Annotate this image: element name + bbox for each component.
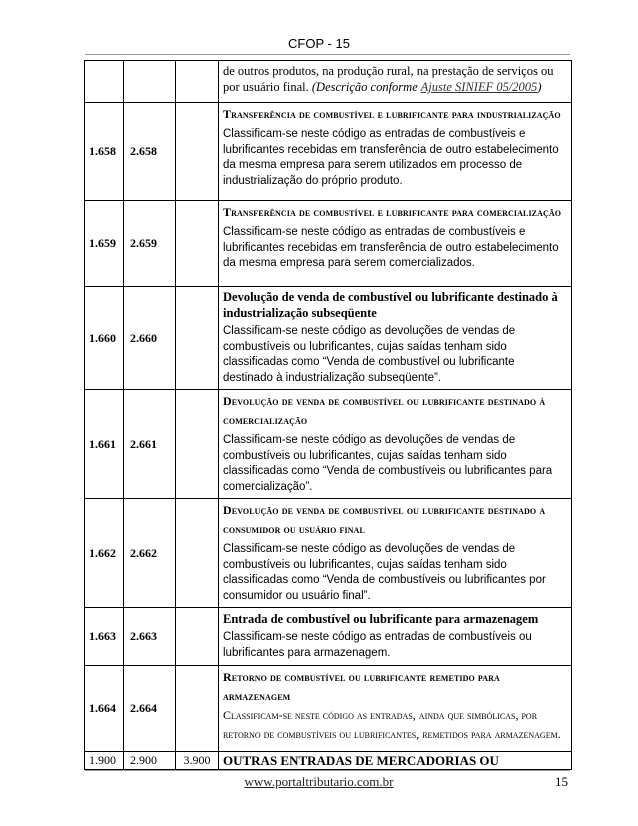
cfop-title: Transferência de combustível e lubrificante para industrialização <box>223 107 561 121</box>
footer-website-link[interactable]: www.portaltributario.com.br <box>244 774 394 789</box>
cfop-title: OUTRAS ENTRADAS DE MERCADORIAS OU <box>223 753 499 768</box>
cfop-code-state <box>85 61 124 103</box>
footer-divider <box>85 770 570 771</box>
cfop-description <box>219 608 572 666</box>
table-row <box>85 61 572 103</box>
table-row <box>85 287 572 390</box>
cfop-description <box>219 666 572 752</box>
cfop-code-state: 1.900 <box>85 752 124 770</box>
description-note <box>312 80 542 94</box>
cfop-code-interstate: 2.663 <box>124 608 176 666</box>
table-row <box>85 390 572 499</box>
cfop-code-interstate: 2.658 <box>124 103 176 201</box>
cfop-code-foreign <box>176 287 219 390</box>
table-row <box>85 201 572 287</box>
cfop-code-foreign: 3.900 <box>176 752 219 770</box>
cfop-title: Entrada de combustível ou lubrificante para armazenagem <box>223 612 539 626</box>
cfop-code-interstate: 2.659 <box>124 201 176 287</box>
cfop-code-state: 1.658 <box>85 103 124 201</box>
cfop-text: Classificam-se neste código as devoluções de vendas de combustíveis ou lubrificantes, cujas saídas tenham sido classificadas como “Venda de combustível ou lubrificante destinado à industrialização subseqüente”. <box>223 325 516 384</box>
description-text: de outros produtos, na produção rural, na prestação de serviços ou por usuário final. <box>223 64 554 94</box>
cfop-title: Devolução de venda de combustível ou lubrificante destinado à industrialização subseqüente <box>223 290 558 320</box>
cfop-text: Classificam-se neste código as devoluções de vendas de combustíveis ou lubrificantes, cujas saídas tenham sido classificadas como “Venda de combustíveis ou lubrificantes por consumidor ou usuário final”. <box>223 543 546 602</box>
cfop-code-state: 1.659 <box>85 201 124 287</box>
cfop-text: Classificam-se neste código as devoluções de vendas de combustíveis ou lubrificantes, cujas saídas tenham sido classificadas como “Venda de combustíveis ou lubrificantes para comercialização”. <box>223 434 553 493</box>
cfop-code-state: 1.661 <box>85 390 124 499</box>
cfop-code-state: 1.663 <box>85 608 124 666</box>
cfop-title: Devolução de venda de combustível ou lubrificante destinado à comercialização <box>223 394 546 427</box>
cfop-code-foreign <box>176 103 219 201</box>
table-row <box>85 608 572 666</box>
cfop-code-interstate: 2.662 <box>124 499 176 608</box>
cfop-code-interstate: 2.900 <box>124 752 176 770</box>
cfop-description <box>219 103 572 201</box>
cfop-text: Classificam-se neste código as entradas de combustíveis e lubrificantes recebidas em transferência de outro estabelecimento da mesma empresa para serem utilizados em processo de industrialização do próprio produto. <box>223 128 559 187</box>
cfop-code-foreign <box>176 499 219 608</box>
cfop-code-interstate: 2.661 <box>124 390 176 499</box>
cfop-code-foreign <box>176 608 219 666</box>
cfop-title: Retorno de combustível ou lubrificante remetido para armazenagem <box>223 670 500 703</box>
table-row <box>85 499 572 608</box>
table-row <box>85 666 572 752</box>
cfop-description <box>219 61 572 103</box>
cfop-code-foreign <box>176 61 219 103</box>
cfop-text: Classificam-se neste código as entradas de combustíveis ou lubrificantes para armazenagem. <box>223 631 532 659</box>
cfop-title: Devolução de venda de combustível ou lubrificante destinado a consumidor ou usuário final <box>223 503 546 536</box>
cfop-code-state: 1.660 <box>85 287 124 390</box>
cfop-table <box>84 60 572 770</box>
cfop-code-state: 1.664 <box>85 666 124 752</box>
cfop-description <box>219 287 572 390</box>
cfop-code-interstate: 2.660 <box>124 287 176 390</box>
description-note-suffix: ) <box>537 80 542 94</box>
cfop-text: Classificam-se neste código as entradas de combustíveis e lubrificantes recebidas em transferência de outro estabelecimento da mesma empresa para serem comercializados. <box>223 226 559 269</box>
cfop-text: Classificam-se neste código as entradas, ainda que simbólicas, por retorno de combustíveis ou lubrificantes, remetidos para armazenagem. <box>223 708 561 741</box>
table-row <box>85 103 572 201</box>
page-number: 15 <box>555 774 568 789</box>
cfop-code-foreign <box>176 201 219 287</box>
cfop-title: Transferência de combustível e lubrificante para comercialização <box>223 205 562 219</box>
description-note-prefix: (Descrição conforme <box>311 80 421 94</box>
ajuste-sinief-link[interactable]: Ajuste SINIEF 05/2005 <box>420 80 538 94</box>
cfop-code-interstate <box>124 61 176 103</box>
cfop-code-foreign <box>176 666 219 752</box>
cfop-description <box>219 752 572 770</box>
cfop-description <box>219 201 572 287</box>
cfop-description <box>219 499 572 608</box>
cfop-description <box>219 390 572 499</box>
page-header: CFOP - 15 <box>288 36 350 51</box>
cfop-code-foreign <box>176 390 219 499</box>
cfop-code-interstate: 2.664 <box>124 666 176 752</box>
table-row <box>85 752 572 770</box>
header-divider <box>85 54 570 55</box>
cfop-code-state: 1.662 <box>85 499 124 608</box>
